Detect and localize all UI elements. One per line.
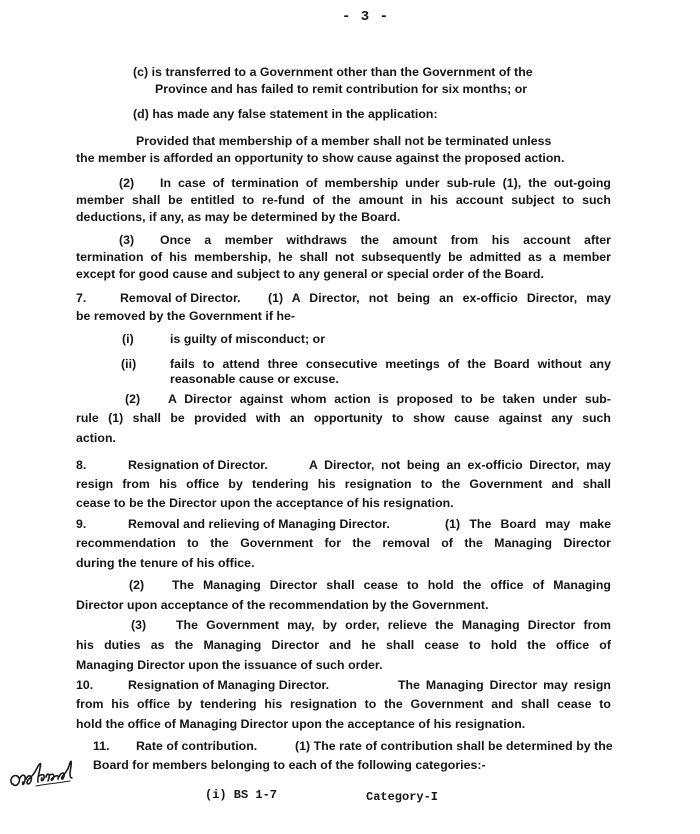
rule-9-subrule-3-line-1: The Government may, by order, relieve the Managing Director from bbox=[176, 618, 611, 632]
rule-11-line-2: Board for members belonging to each of the following categories:- bbox=[93, 758, 486, 772]
rule-10-line-3: hold the office of Managing Director upon the acceptance of his resignation. bbox=[76, 717, 526, 731]
rule-7-item-i-number: (i) bbox=[122, 332, 134, 346]
clause-d-line: (d) has made any false statement in the application: bbox=[133, 107, 438, 121]
rule-7-line-1: (1) A Director, not being an ex-officio Director, may bbox=[268, 291, 611, 305]
rule-9-subrule-2-number: (2) bbox=[129, 578, 145, 592]
rule-8-line-3: cease to be the Director upon the acceptance of his resignation. bbox=[76, 496, 454, 510]
rule-10-line-2: from his office by tendering his resignation to the Government and shall cease to bbox=[76, 697, 611, 711]
subrule-2-line-1: In case of termination of membership under sub-rule (1), the out-going bbox=[160, 176, 611, 190]
rule-11-heading: Rate of contribution. bbox=[136, 739, 258, 753]
rule-7-subrule-2-number: (2) bbox=[125, 392, 141, 406]
rule-11-number: 11. bbox=[93, 739, 110, 753]
subrule-2-line-3: deductions, if any, as may be determined by the Board. bbox=[76, 210, 401, 224]
rule-7-heading: Removal of Director. bbox=[120, 291, 241, 305]
rule-7-line-2: be removed by the Government if he- bbox=[76, 309, 296, 323]
rule-9-subrule-3-number: (3) bbox=[131, 618, 147, 632]
rule-7-subrule-2-line-2: rule (1) shall be provided with an opportunity to show cause against any such bbox=[76, 411, 611, 425]
rule-10-heading: Resignation of Managing Director. bbox=[128, 678, 330, 692]
rule-8-heading: Resignation of Director. bbox=[128, 458, 268, 472]
rule-9-line-3: during the tenure of his office. bbox=[76, 556, 255, 570]
rule-9-subrule-2-line-2: Director upon acceptance of the recommendation by the Government. bbox=[76, 598, 489, 612]
rule-7-item-ii-line-2: reasonable cause or excuse. bbox=[170, 372, 339, 386]
rule-7-subrule-2-line-1: A Director against whom action is proposed to be taken under sub- bbox=[168, 392, 611, 406]
subrule-3-line-1: Once a member withdraws the amount from his account after bbox=[160, 233, 611, 247]
clause-c-line-1: (c) is transferred to a Government other than the Government of the bbox=[133, 65, 533, 79]
subrule-3-line-2: termination of his membership, he shall not subsequently be admitted as a member bbox=[76, 250, 611, 264]
page-number: - 3 - bbox=[342, 9, 390, 25]
clause-c-line-2: Province and has failed to remit contribution for six months; or bbox=[155, 82, 528, 96]
rule-9-line-2: recommendation to the Government for the removal of the Managing Director bbox=[76, 536, 611, 550]
rule-8-line-2: resign from his office by tendering his resignation to the Government and shall bbox=[76, 477, 611, 491]
rule-7-item-ii-line-1: fails to attend three consecutive meetings of the Board without any bbox=[170, 357, 611, 371]
subrule-2-number: (2) bbox=[119, 176, 135, 190]
rule-9-subrule-3-line-3: Managing Director upon the issuance of such order. bbox=[76, 658, 383, 672]
rule-7-item-ii-number: (ii) bbox=[121, 357, 137, 371]
rule-9-subrule-2-line-1: The Managing Director shall cease to hold the office of Managing bbox=[172, 578, 611, 592]
rule-10-number: 10. bbox=[76, 678, 94, 692]
rule-8-line-1: A Director, not being an ex-officio Director, may bbox=[309, 458, 611, 472]
subrule-3-line-3: except for good cause and subject to any general or special order of the Board. bbox=[76, 267, 544, 281]
category-label: Category-I bbox=[366, 790, 439, 804]
rule-11-line-1: (1) The rate of contribution shall be determined by the bbox=[295, 739, 613, 753]
rule-9-line-1: (1) The Board may make bbox=[445, 517, 611, 531]
rule-9-number: 9. bbox=[76, 517, 87, 531]
rule-8-number: 8. bbox=[76, 458, 87, 472]
proviso-line-2: the member is afforded an opportunity to show cause against the proposed action. bbox=[76, 151, 565, 165]
subrule-2-line-2: member shall be entitled to re-fund of the amount in his account subject to such bbox=[76, 193, 611, 207]
proviso-line-1: Provided that membership of a member shall not be terminated unless bbox=[136, 134, 552, 148]
rule-7-item-i: is guilty of misconduct; or bbox=[170, 332, 326, 346]
rule-7-subrule-2-line-3: action. bbox=[76, 431, 116, 445]
handwritten-signature bbox=[6, 748, 88, 796]
rule-10-line-1: The Managing Director may resign bbox=[398, 678, 611, 692]
rule-7-number: 7. bbox=[76, 291, 87, 305]
rule-9-heading: Removal and relieving of Managing Director. bbox=[128, 517, 390, 531]
rule-9-subrule-3-line-2: his duties as the Managing Director and he shall cease to hold the office of bbox=[76, 638, 611, 652]
category-item: (i) BS 1-7 bbox=[205, 788, 278, 802]
subrule-3-number: (3) bbox=[119, 233, 135, 247]
